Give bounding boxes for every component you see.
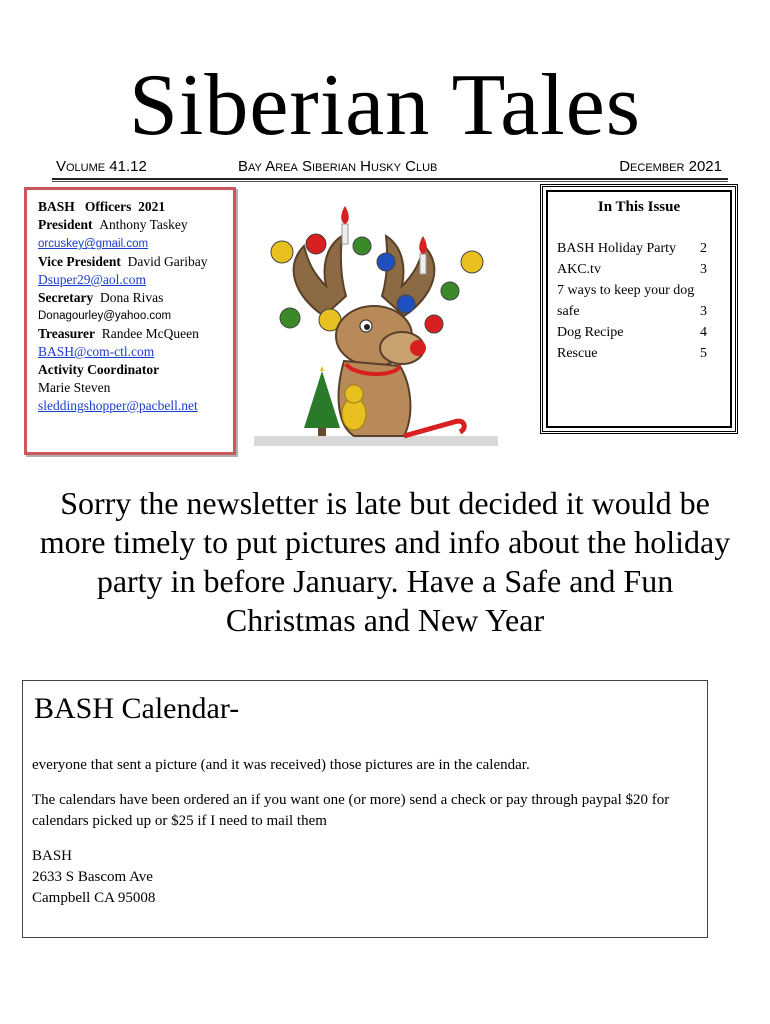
treasurer-name: Randee McQueen <box>101 326 199 341</box>
toc-item-label: AKC.tv <box>557 262 601 277</box>
address-line: 2633 S Bascom Ave <box>32 869 153 885</box>
calendar-heading: BASH Calendar- <box>34 692 240 725</box>
activity-name: Marie Steven <box>38 380 111 395</box>
toc-item-label: BASH Holiday Party <box>557 241 676 256</box>
calendar-paragraph: everyone that sent a picture (and it was received) those pictures are in the calendar. <box>32 757 530 773</box>
toc-item[interactable] <box>557 238 721 259</box>
vp-name: David Garibay <box>127 254 208 269</box>
president-name: Anthony Taskey <box>99 217 188 232</box>
toc-item-page: 5 <box>700 346 707 361</box>
volume-label: Volume 41.12 <box>56 158 147 175</box>
calendar-paragraph: The calendars have been ordered an if you want one (or more) send a check or pay through paypal $20 for calendars picked up or $25 if I need to mail them <box>32 792 670 829</box>
officers-box <box>24 187 236 455</box>
activity-email-link[interactable]: sleddingshopper@pacbell.net <box>38 398 198 413</box>
officers-heading: BASH Officers 2021 <box>38 199 166 214</box>
calendar-box <box>22 680 708 938</box>
vp-email-link[interactable]: Dsuper29@aol.com <box>38 272 147 287</box>
secretary-name: Dona Rivas <box>99 290 164 305</box>
in-this-issue-box <box>540 184 738 434</box>
toc-item-page: 3 <box>700 262 707 277</box>
address-line: Campbell CA 95008 <box>32 890 156 906</box>
toc-item-page: 3 <box>700 304 707 319</box>
late-notice: Sorry the newsletter is late but decided it would be more timely to put pictures and info about the holiday party in before January. Have a Safe and Fun Christmas and New Year <box>39 485 731 638</box>
toc-item-page: 4 <box>700 325 707 340</box>
toc-item[interactable] <box>557 343 721 364</box>
president-email-link[interactable]: orcuskey@gmail.com <box>38 238 149 250</box>
toc-item-page <box>707 280 721 301</box>
toc-item[interactable] <box>557 322 721 343</box>
toc-heading: In This Issue <box>597 199 681 215</box>
toc-item[interactable] <box>557 259 721 280</box>
toc-item[interactable] <box>557 280 721 301</box>
activity-role: Activity Coordinator <box>38 362 160 377</box>
treasurer-role: Treasurer <box>38 326 95 341</box>
vp-role: Vice President <box>38 254 121 269</box>
club-name: Bay Area Siberian Husky Club <box>238 158 438 175</box>
toc-item[interactable] <box>557 301 721 322</box>
toc-item-label: 7 ways to keep your dog <box>557 283 695 298</box>
masthead <box>52 156 728 180</box>
newsletter-title: Siberian Tales <box>128 57 642 154</box>
toc-item-label: Rescue <box>557 346 598 361</box>
issue-date: December 2021 <box>619 158 722 175</box>
toc-item-label: safe <box>557 304 580 319</box>
treasurer-email-link[interactable]: BASH@com-ctl.com <box>38 344 155 359</box>
secretary-email: Donagourley@yahoo.com <box>38 310 172 322</box>
reindeer-clipart <box>254 196 498 448</box>
secretary-role: Secretary <box>38 290 94 305</box>
address-line: BASH <box>32 848 73 864</box>
toc-item-label: Dog Recipe <box>557 325 624 340</box>
masthead-divider <box>52 181 728 182</box>
toc-item-page: 2 <box>700 241 707 256</box>
president-role: President <box>38 217 93 232</box>
